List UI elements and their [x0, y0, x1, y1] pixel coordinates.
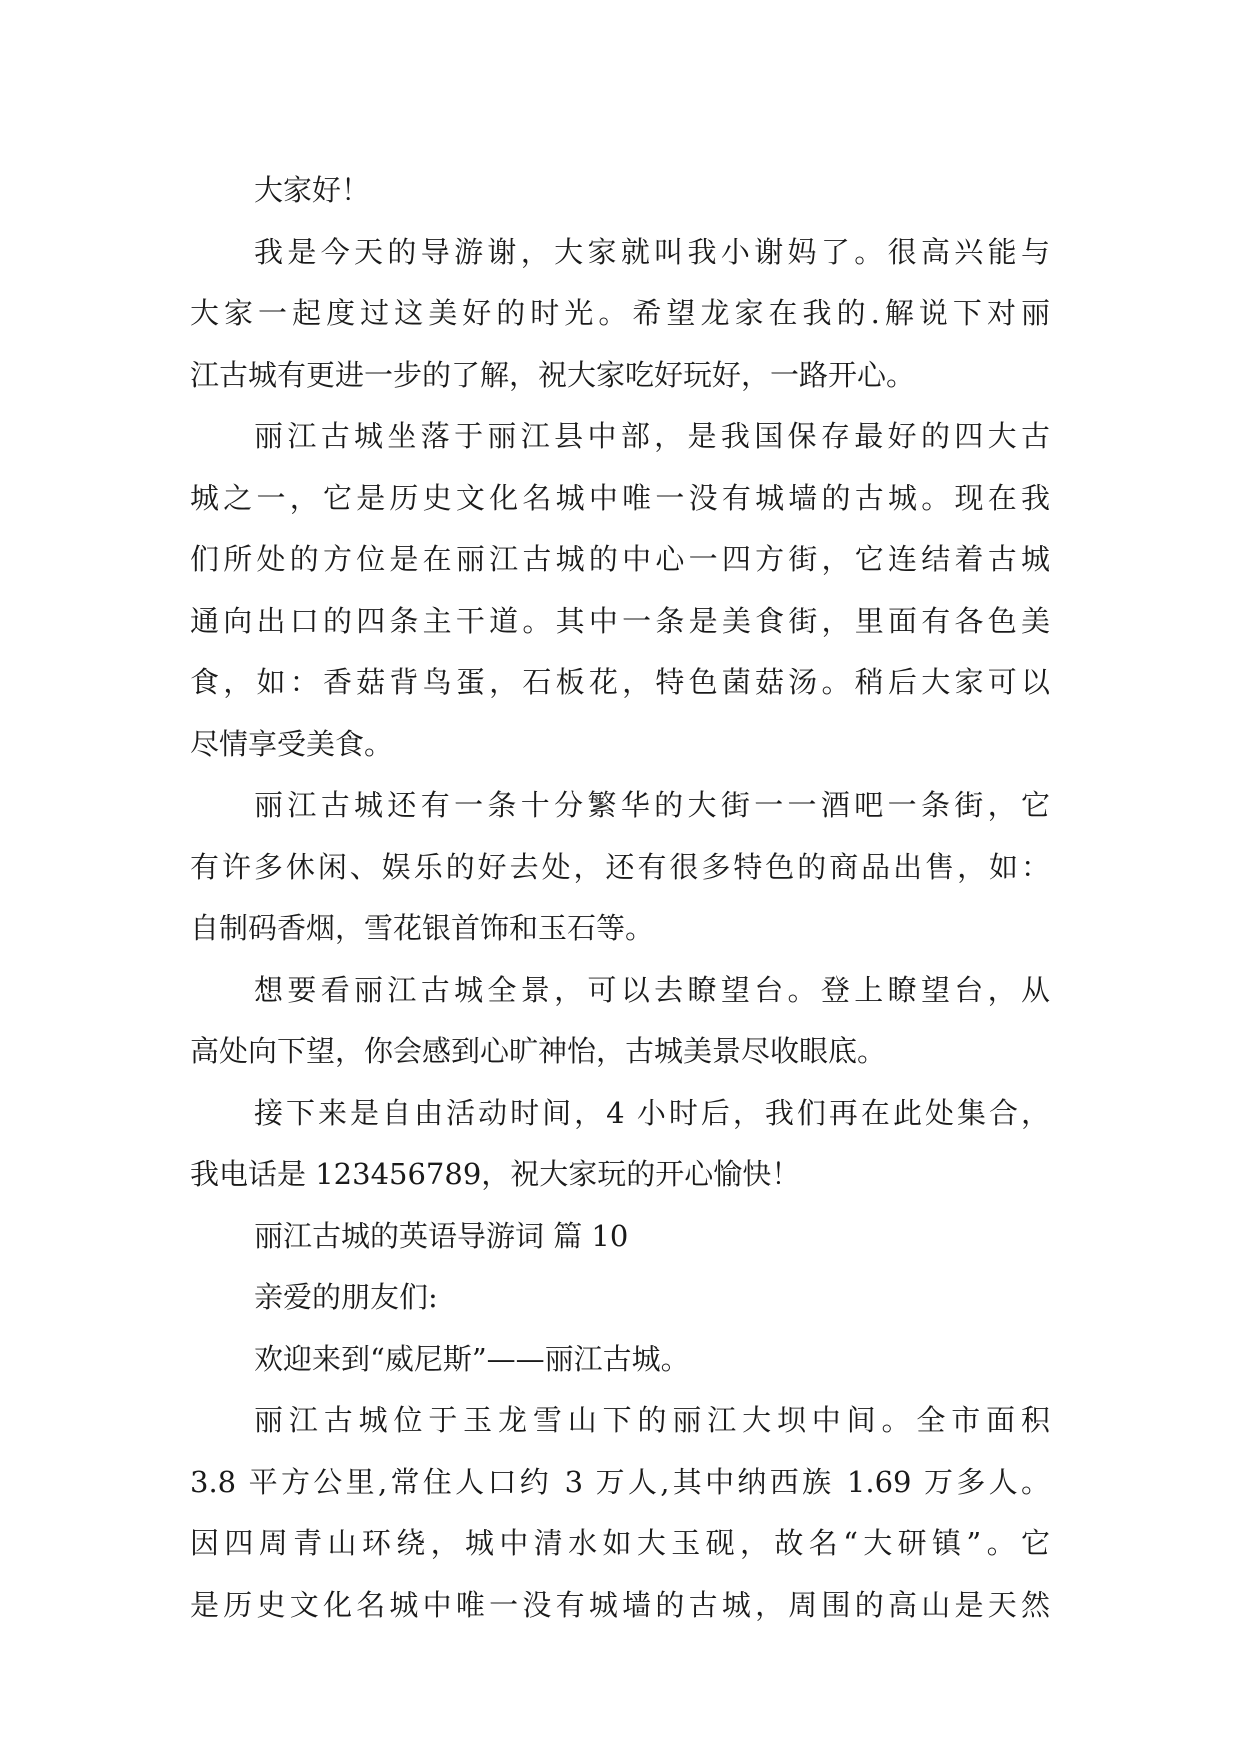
document-body	[190, 160, 1050, 1636]
text-line: 想要看丽江古城全景，可以去瞭望台。登上瞭望台，从	[254, 972, 1050, 1007]
text-line: 高处向下望，你会感到心旷神怡，古城美景尽收眼底。	[190, 1034, 887, 1068]
text-line: 大家一起度过这美好的时光。希望龙家在我的.解说下对丽	[190, 296, 1050, 330]
text-line: 们所处的方位是在丽江古城的中心一四方街，它连结着古城	[190, 542, 1050, 576]
text-line: 接下来是自由活动时间，4 小时后，我们再在此处集合，	[254, 1095, 1050, 1130]
text-line: 尽情享受美食。	[190, 726, 394, 761]
text-line: 通向出口的四条主干道。其中一条是美食街，里面有各色美	[190, 603, 1050, 638]
text-line: 有许多休闲、娱乐的好去处，还有很多特色的商品出售，如：	[190, 849, 1050, 884]
text-line: 我是今天的导游谢，大家就叫我小谢妈了。很高兴能与	[254, 234, 1050, 269]
text-line: 自制码香烟，雪花银首饰和玉石等。	[190, 911, 655, 945]
text-line: 3.8 平方公里,常住人口约 3 万人,其中纳西族 1.69 万多人。	[190, 1464, 1050, 1499]
text-line: 因四周青山环绕，城中清水如大玉砚，故名“大研镇”。它	[190, 1526, 1050, 1560]
text-line: 欢迎来到“威尼斯”——丽江古城。	[254, 1341, 690, 1376]
text-line: 是历史文化名城中唯一没有城墙的古城，周围的高山是天然	[190, 1587, 1050, 1622]
text-line: 丽江古城位于玉龙雪山下的丽江大坝中间。全市面积	[254, 1403, 1050, 1437]
text-line: 城之一，它是历史文化名城中唯一没有城墙的古城。现在我	[190, 480, 1050, 515]
text-line: 丽江古城的英语导游词 篇 10	[254, 1218, 629, 1253]
text-line: 丽江古城坐落于丽江县中部，是我国保存最好的四大古	[254, 419, 1050, 453]
text-line: 亲爱的朋友们:	[254, 1280, 438, 1314]
text-line: 食，如：香菇背鸟蛋，石板花，特色菌菇汤。稍后大家可以	[190, 665, 1050, 699]
text-line: 丽江古城还有一条十分繁华的大街一一酒吧一条街，它	[254, 788, 1050, 822]
text-line: 大家好！	[254, 173, 371, 207]
text-line: 我电话是 123456789，祝大家玩的开心愉快！	[190, 1157, 801, 1191]
text-line: 江古城有更进一步的了解，祝大家吃好玩好，一路开心。	[190, 357, 916, 392]
